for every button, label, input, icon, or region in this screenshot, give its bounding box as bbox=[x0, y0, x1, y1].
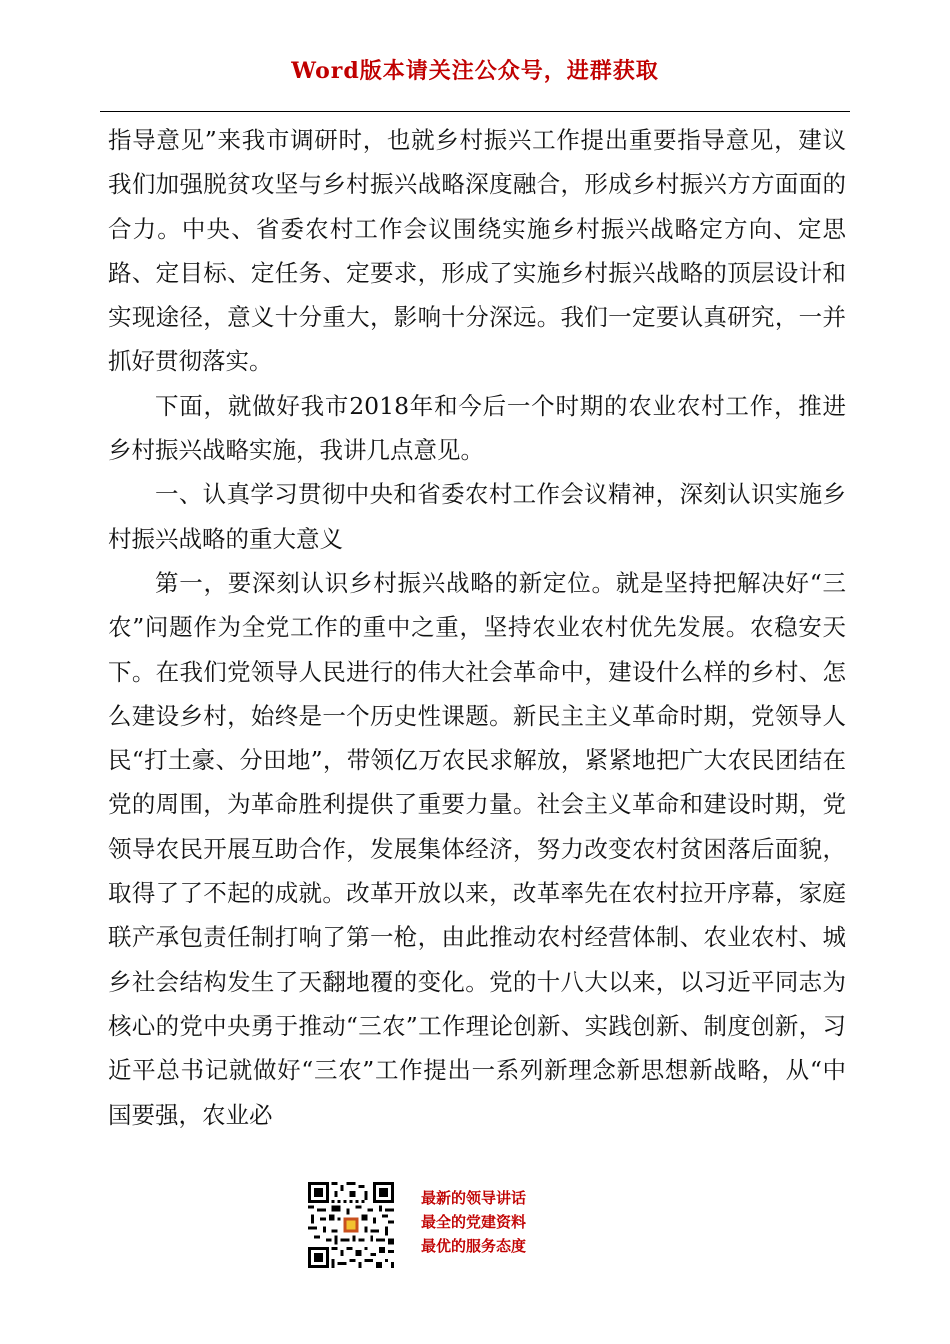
paragraph: 下面，就做好我市2018年和今后一个时期的农业农村工作，推进乡村振兴战略实施，我讲几点意见。 bbox=[108, 391, 846, 465]
paragraph-continued: 指导意见”来我市调研时，也就乡村振兴工作提出重要指导意见，建议我们加强脱贫攻坚与乡村振兴战略深度融合，形成乡村振兴方方面面的合力。中央、省委农村工作会议围绕实施乡村振兴战略定方向、定思路、定目标、定任务、定要求，形成了实施乡村振兴战略的顶层设计和实现途径，意义十分重大，影响十分深远。我们一定要认真研究，一并抓好贯彻落实。 bbox=[108, 126, 846, 376]
body-text bbox=[108, 118, 846, 1137]
header-divider bbox=[100, 111, 850, 112]
footer-promo bbox=[308, 1180, 648, 1290]
section-heading: 一、认真学习贯彻中央和省委农村工作会议精神，深刻认识实施乡村振兴战略的重大意义 bbox=[108, 480, 846, 553]
promo-line: 最优的服务态度 bbox=[421, 1237, 527, 1255]
paragraph: 第一，要深刻认识乡村振兴战略的新定位。就是坚持把解决好“三农”问题作为全党工作的重中之重，坚持农业农村优先发展。农稳安天下。在我们党领导人民进行的伟大社会革命中，建设什么样的乡村、怎么建设乡村，始终是一个历史性课题。新民主主义革命时期，党领导人民“打土豪、分田地”，带领亿万农民求解放，紧紧地把广大农民团结在党的周围，为革命胜利提供了重要力量。社会主义革命和建设时期，党领导农民开展互助合作，发展集体经济，努力改变农村贫困落后面貌，取得了了不起的成就。改革开放以来，改革率先在农村拉开序幕，家庭联产承包责任制打响了第一枪，由此推动农村经营体制、农业农村、城乡社会结构发生了天翻地覆的变化。党的十八大以来，以习近平同志为核心的党中央勇于推动“三农”工作理论创新、实践创新、制度创新，习近平总书记就做好“三农”工作提出一系列新理念新思想新战略，从“中国要强，农业必 bbox=[108, 568, 846, 1129]
promo-line: 最新的领导讲话 bbox=[421, 1189, 527, 1207]
promo-lines bbox=[421, 1186, 526, 1258]
qr-code-icon bbox=[308, 1182, 394, 1268]
promo-line: 最全的党建资料 bbox=[421, 1213, 527, 1231]
header-title: Word版本请关注公众号，进群获取 bbox=[291, 58, 659, 84]
